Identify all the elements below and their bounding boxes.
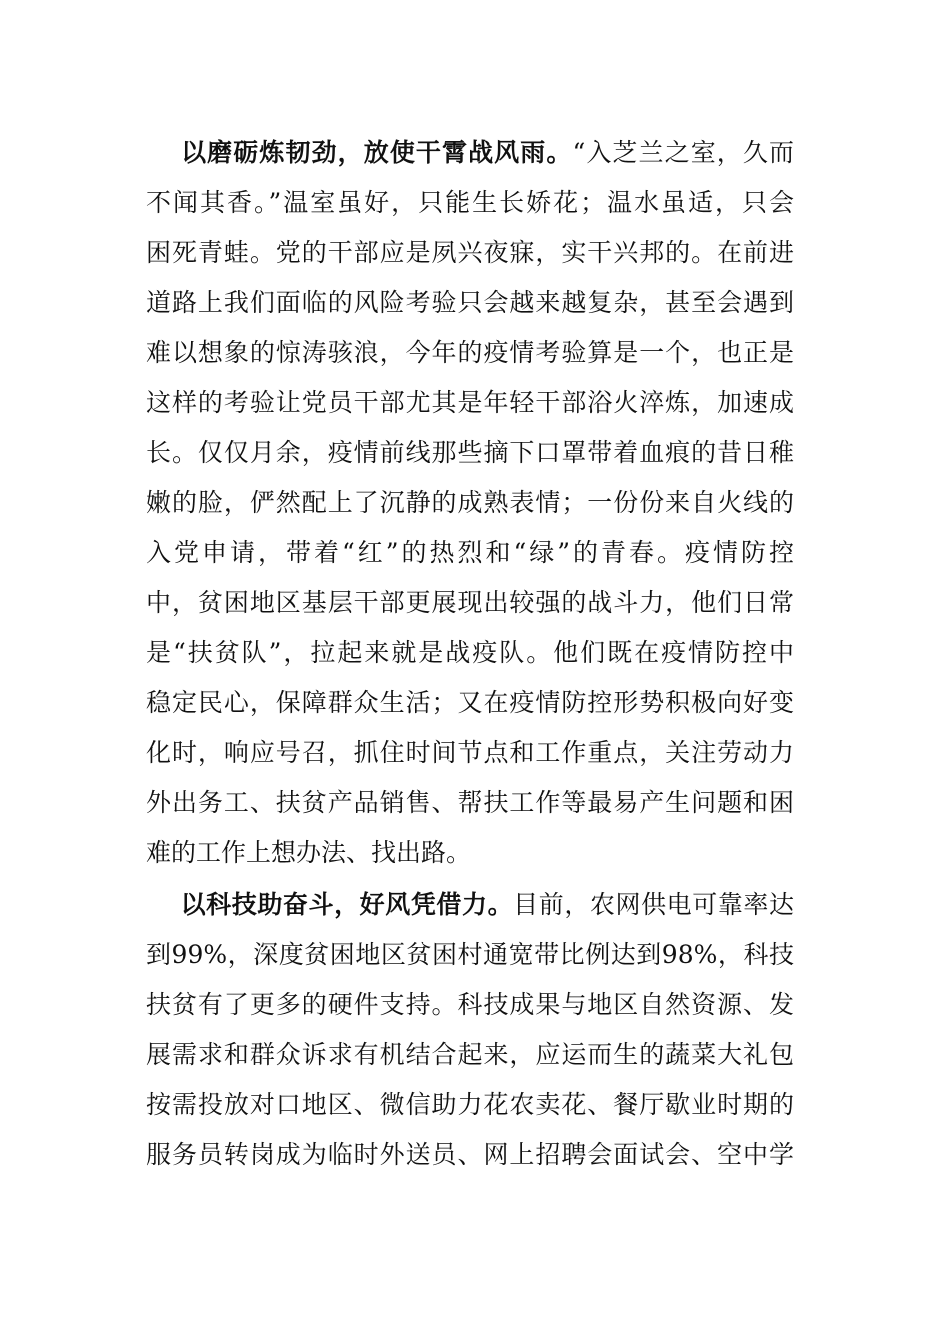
- paragraph-1-line-3: 困死青蛙。党的干部应是夙兴夜寐，实干兴邦的。在前进: [146, 238, 794, 267]
- paragraph-1-line-6: 这样的考验让党员干部尤其是年轻干部浴火淬炼，加速成: [146, 388, 794, 417]
- paragraph-2-line-6: 服务员转岗成为临时外送员、网上招聘会面试会、空中学: [146, 1140, 794, 1169]
- paragraph-1-line-12: 稳定民心，保障群众生活；又在疫情防控形势积极向好变: [146, 688, 794, 717]
- paragraph-2-line-1: [146, 880, 794, 930]
- paragraph-1-heading: 以磨砺炼韧劲，放使干霄战风雨。: [180, 138, 573, 167]
- paragraph-2-heading: 以科技助奋斗，好风凭借力。: [180, 890, 514, 919]
- paragraph-2-line-5: 按需投放对口地区、微信助力花农卖花、餐厅歇业时期的: [146, 1090, 794, 1119]
- document-page: [146, 128, 794, 1182]
- paragraph-1-line-15: 难的工作上想办法、找出路。: [146, 838, 472, 867]
- paragraph-1-line-2: 不闻其香。”温室虽好，只能生长娇花；温水虽适，只会: [146, 188, 794, 217]
- paragraph-2-line-4: 展需求和群众诉求有机结合起来，应运而生的蔬菜大礼包: [146, 1040, 794, 1069]
- paragraph-2-line-3: 扶贫有了更多的硬件支持。科技成果与地区自然资源、发: [146, 990, 794, 1019]
- paragraph-1-line-14: 外出务工、扶贫产品销售、帮扶工作等最易产生问题和困: [146, 788, 794, 817]
- paragraph-1-line-8: 嫩的脸，俨然配上了沉静的成熟表情；一份份来自火线的: [146, 488, 794, 517]
- paragraph-1: [146, 128, 794, 878]
- paragraph-1-line-9: 入党申请，带着“红”的热烈和“绿”的青春。疫情防控: [146, 538, 794, 567]
- paragraph-1-line-7: 长。仅仅月余，疫情前线那些摘下口罩带着血痕的昔日稚: [146, 438, 794, 467]
- paragraph-2-text: 目前，农网供电可靠率达: [513, 890, 794, 919]
- paragraph-1-line-13: 化时，响应号召，抓住时间节点和工作重点，关注劳动力: [146, 738, 794, 767]
- paragraph-1-line-4: 道路上我们面临的风险考验只会越来越复杂，甚至会遇到: [146, 288, 794, 317]
- paragraph-1-text: “入芝兰之室，久而: [572, 138, 794, 167]
- paragraph-1-line-5: 难以想象的惊涛骇浪，今年的疫情考验算是一个，也正是: [146, 338, 794, 367]
- paragraph-1-line-1: [146, 128, 794, 178]
- paragraph-1-line-11: 是“扶贫队”，拉起来就是战疫队。他们既在疫情防控中: [146, 638, 794, 667]
- paragraph-2-line-2: 到99%，深度贫困地区贫困村通宽带比例达到98%，科技: [146, 940, 794, 969]
- paragraph-2: [146, 880, 794, 1180]
- paragraph-1-line-10: 中，贫困地区基层干部更展现出较强的战斗力，他们日常: [146, 588, 794, 617]
